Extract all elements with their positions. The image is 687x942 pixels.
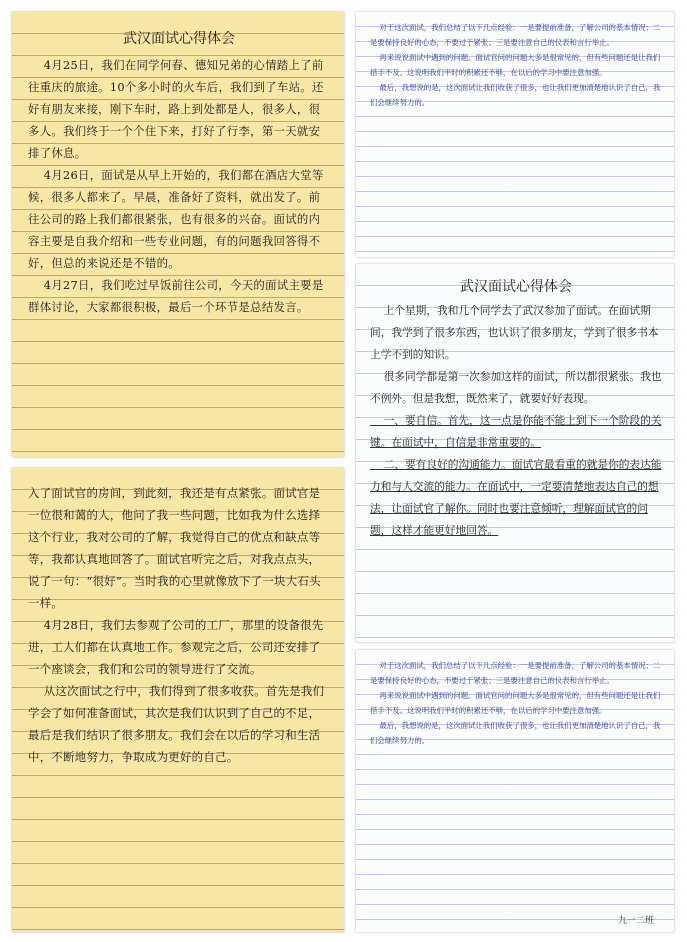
page-5-paragraph: 再来说说面试中遇到的问题。面试官问的问题大多是很常见的，但有些问题还是让我们措手不及。这说明我们平时的积累还不够，在以后的学习中要注意加强。: [370, 691, 661, 715]
page-3-paragraph: 最后，我想说的是，这次面试让我们收获了很多，也让我们更加清楚地认识了自己，我们会继续努力的。: [370, 83, 661, 107]
page-4-paragraph: 二、要有良好的沟通能力。面试官最看重的就是你的表达能力和与人交流的能力。在面试中，一定要清楚地表达自己的想法，让面试官了解你。同时也要注意倾听，理解面试官的问题，这样才能更好地回答。: [370, 458, 662, 537]
page-5-paragraph: 最后，我想说的是，这次面试让我们收获了很多，也让我们更加清楚地认识了自己，我们会继续努力的。: [370, 721, 661, 745]
page-2-paragraph: 4月28日，我们去参观了公司的工厂，那里的设备很先进，工人们都在认真地工作。参观完之后，公司还安排了一个座谈会，我们和公司的领导进行了交流。: [28, 618, 324, 676]
page-2-paragraph: 入了面试官的房间，到此刻，我还是有点紧张。面试官是一位很和蔼的人，他问了我一些问题，比如我为什么选择这个行业，我对公司的了解，我觉得自己的优点和缺点等等，我都认真地回答了。面试官听完之后，对我点点头，说了一句：“很好”。当时我的心里就像放下了一块大石头一样。: [28, 486, 321, 610]
page-1-title: 武汉面试心得体会: [123, 31, 235, 47]
handwritten-page-2: [12, 468, 344, 932]
page-5-paragraph: 对于这次面试，我们总结了以下几点经验：一是要提前准备，了解公司的基本情况；二是要保持良好的心态，不要过于紧张；三是要注意自己的仪表和言行举止。: [370, 661, 661, 685]
page-4-paragraph: 一、要自信。首先，这一点是你能不能上到下一个阶段的关键。在面试中，自信是非常重要的。: [370, 414, 662, 449]
page-4-paragraph: 很多同学都是第一次参加这样的面试，所以都很紧张。我也不例外。但是我想，既然来了，就要好好表现。: [370, 370, 662, 405]
handwritten-page-5: [356, 650, 674, 932]
page-1-paragraph: 4月26日，面试是从早上开始的，我们都在酒店大堂等候，很多人都来了。早晨，准备好了资料，就出发了。前往公司的路上我们都很紧张，也有很多的兴奋。面试的内容主要是自我介绍和一些专业问题，有的问题我回答得不好，但总的来说还是不错的。: [28, 168, 324, 270]
handwritten-page-3: [356, 12, 674, 257]
handwritten-page-1: [12, 12, 344, 457]
page-4-title: 武汉面试心得体会: [460, 279, 572, 295]
page-4-paragraph: 上个星期，我和几个同学去了武汉参加了面试。在面试期间，我学到了很多东西，也认识了很多朋友，学到了很多书本上学不到的知识。: [370, 304, 659, 361]
page-1-paragraph: 4月27日，我们吃过早饭前往公司，今天的面试主要是群体讨论，大家都很积极，最后一个环节是总结发言。: [28, 278, 324, 314]
page-2-paragraph: 从这次面试之行中，我们得到了很多收获。首先是我们学会了如何准备面试，其次是我们认识到了自己的不足，最后是我们结识了很多朋友。我们会在以后的学习和生活中，不断地努力，争取成为更好的自己。: [28, 684, 325, 764]
page-3-paragraph: 对于这次面试，我们总结了以下几点经验：一是要提前准备，了解公司的基本情况；二是要保持良好的心态，不要过于紧张；三是要注意自己的仪表和言行举止。: [370, 23, 661, 47]
page-1-paragraph: 4月25日，我们在同学何春、德知兄弟的心情踏上了前往重庆的旅途。10个多小时的火车后，我们到了车站。还好有朋友来接，刚下车时，路上到处都是人，很多人，很多人。我们终于一个个住下来，打好了行李，第一天就安排了休息。: [28, 58, 324, 160]
page-5-signature: 九一二班: [617, 916, 654, 926]
page-3-paragraph: 再来说说面试中遇到的问题。面试官问的问题大多是很常见的，但有些问题还是让我们措手不及。这说明我们平时的积累还不够，在以后的学习中要注意加强。: [370, 53, 661, 77]
handwritten-page-4: [356, 264, 674, 642]
